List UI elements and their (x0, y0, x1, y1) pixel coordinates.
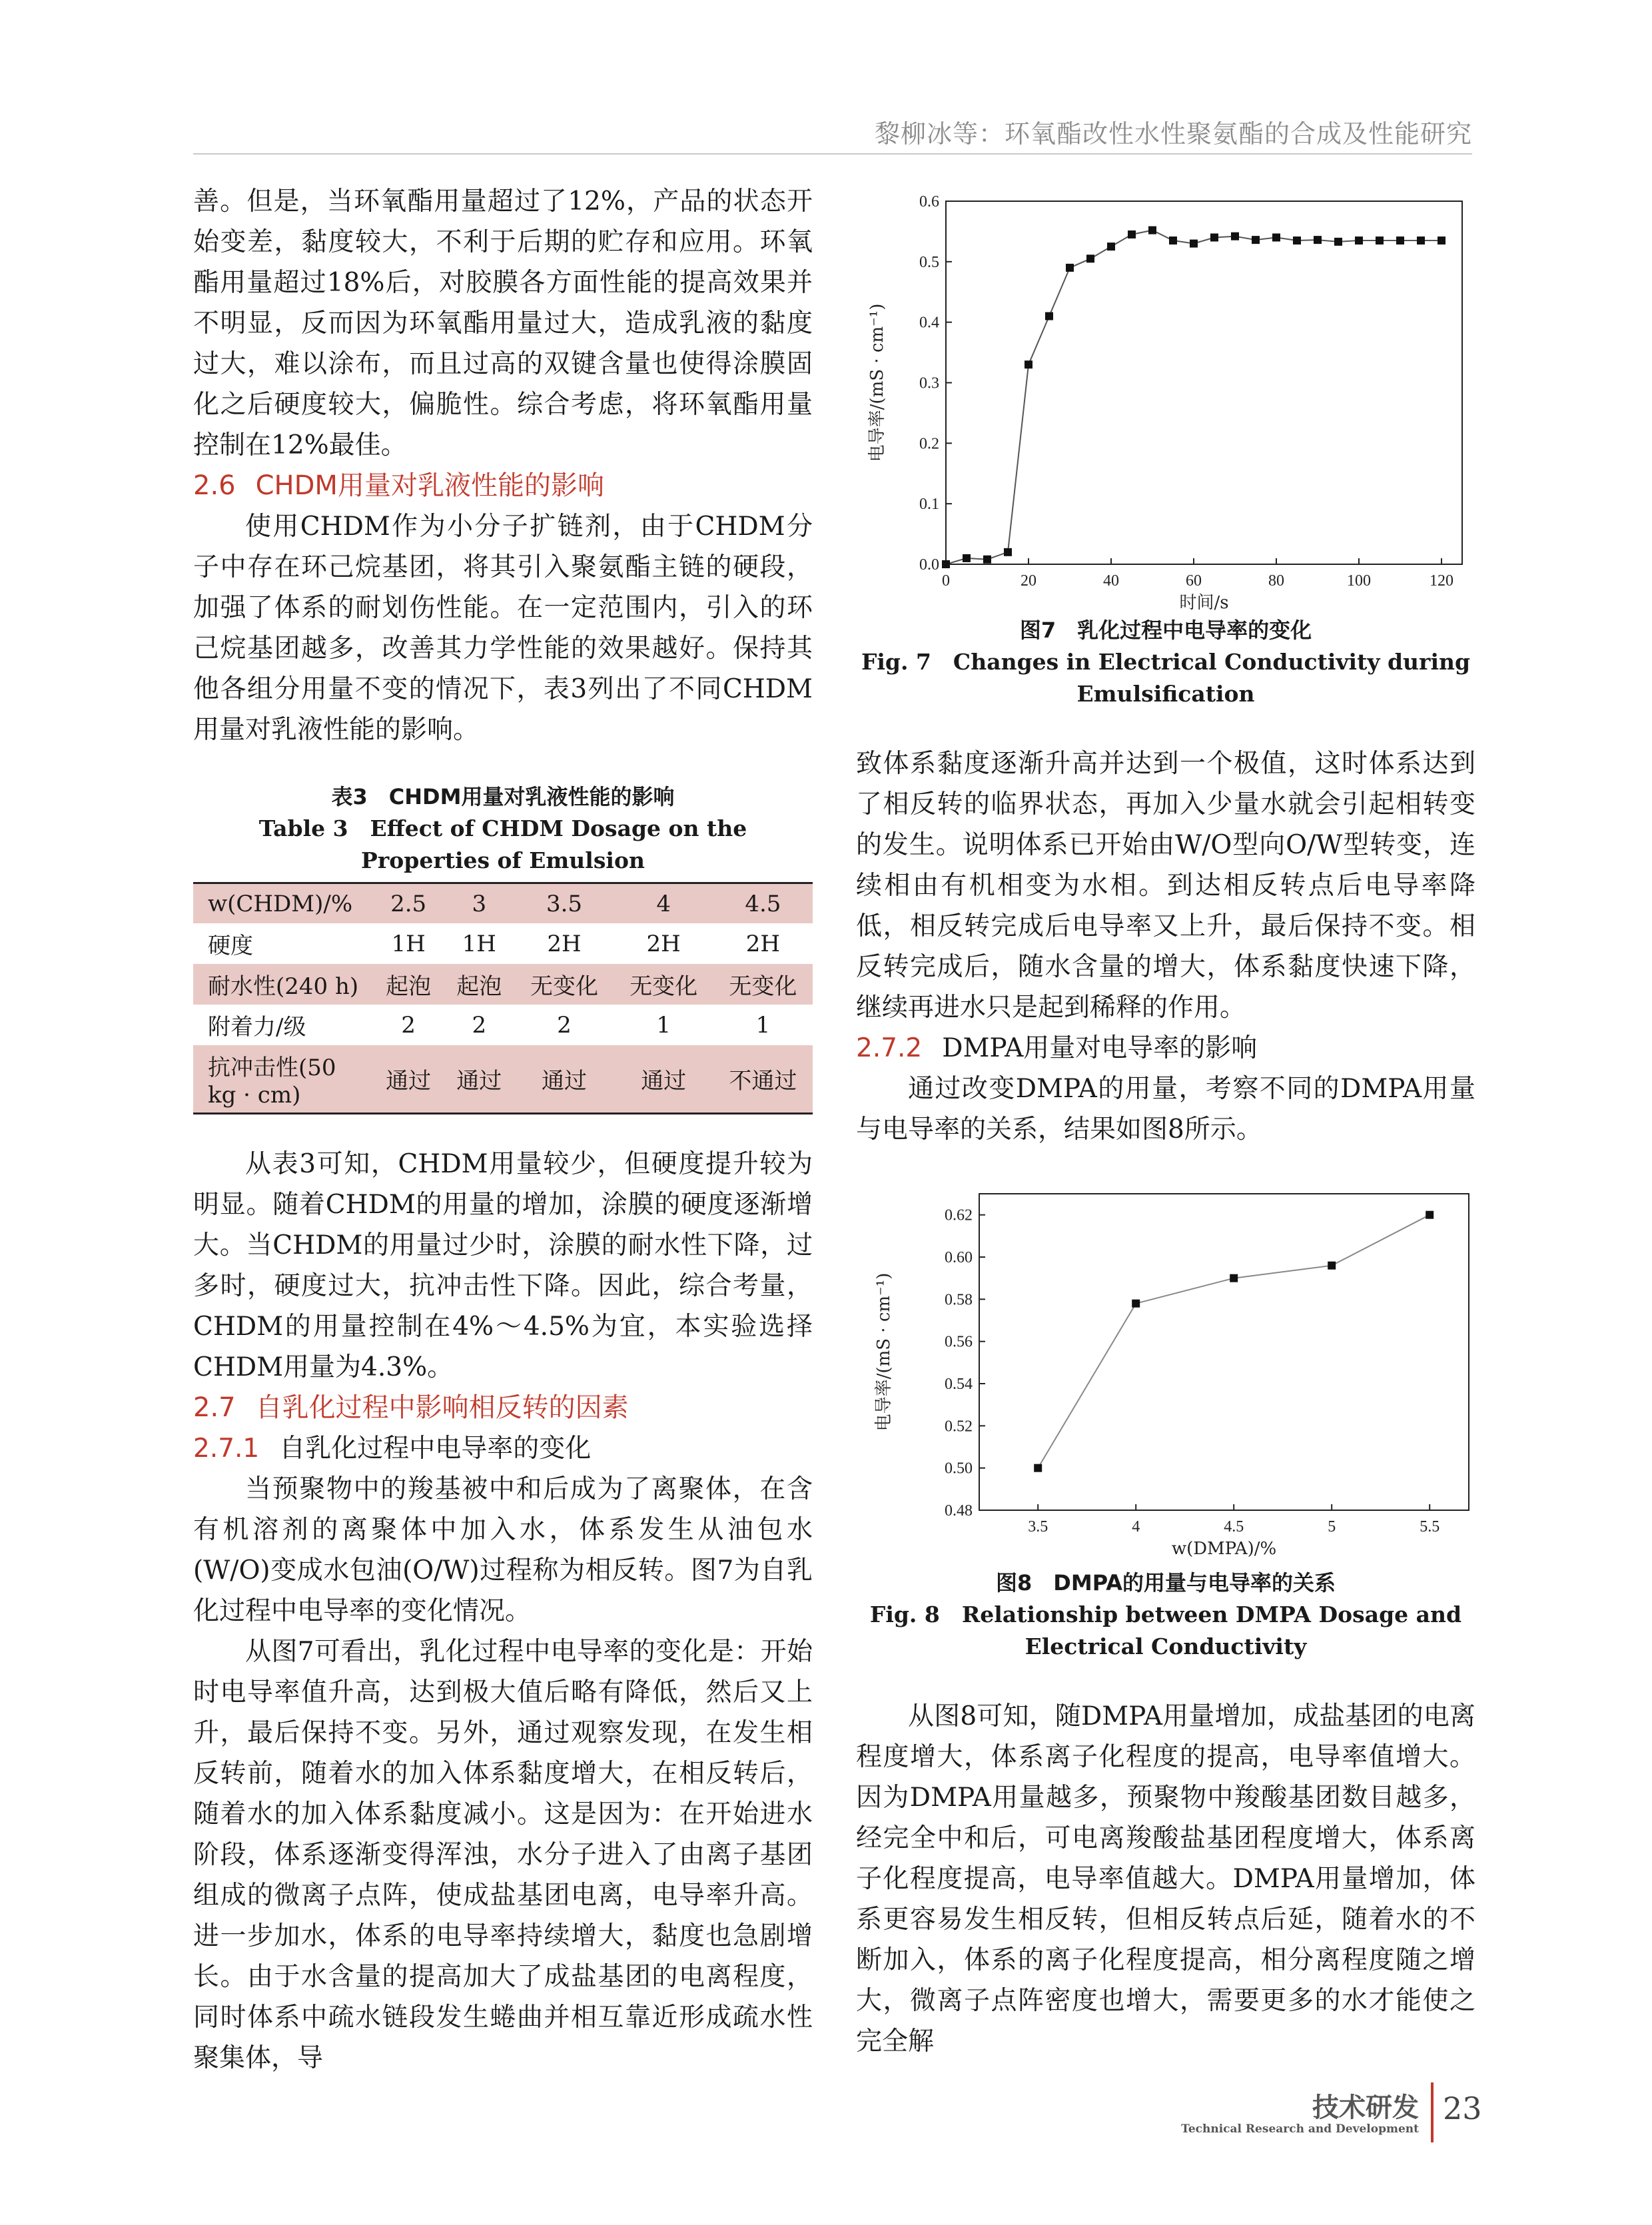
y-tick-label: 0.5 (919, 253, 939, 271)
table-cell: 附着力/级 (208, 1014, 306, 1041)
table-cell: 2.5 (373, 883, 444, 924)
table-cell: 无变化 (614, 964, 713, 1005)
table-cell: 起泡 (444, 964, 514, 1005)
table-cell: 硬度 (208, 933, 253, 959)
table-cell: 3.5 (514, 883, 614, 924)
section-title: 自乳化过程中电导率的变化 (279, 1434, 592, 1464)
y-tick-label: 0.6 (919, 193, 939, 211)
data-point (1417, 236, 1425, 244)
table-cell: 2H (646, 930, 681, 957)
x-axis-label: 时间/s (1179, 593, 1229, 613)
x-axis-label: w(DMPA)/% (1171, 1539, 1277, 1559)
paragraph-viscosity: 致体系黏度逐渐升高并达到一个极值，这时体系达到了相反转的临界状态，再加入少量水就会引起相转变的发生。说明体系已开始由W/O型向O/W型转变，连续相由有机相变为水相。到达相反转点后电导率降低，相反转完成后电导率又上升，最后保持不变。相反转完成后，随水含量的增大，体系黏度快速下降，继续再进水只是起到稀释的作用。 (856, 749, 1475, 1023)
x-tick-label: 4.5 (1224, 1518, 1244, 1536)
y-tick-label: 0.58 (945, 1291, 973, 1309)
x-tick-label: 3.5 (1028, 1518, 1048, 1536)
y-tick-label: 0.2 (919, 435, 939, 453)
table-cell: 2H (745, 930, 781, 957)
figure8-caption-cn: 图8 DMPA的用量与电导率的关系 (996, 1570, 1336, 1595)
data-point (1230, 1274, 1238, 1282)
page-number: 23 (1443, 2090, 1482, 2126)
data-point (1396, 236, 1404, 244)
table-row (193, 923, 813, 964)
table-cell: 不通过 (713, 1045, 813, 1114)
footer-section-title: 技术研发 (1312, 2092, 1419, 2123)
figure7-caption-en: Fig. 7 Changes in Electrical Conductivity during Emulsification (861, 649, 1471, 707)
data-point (1148, 226, 1156, 234)
data-point (1314, 236, 1322, 244)
data-point (1190, 240, 1198, 248)
left-column (193, 181, 813, 2078)
table-cell: 4.5 (713, 883, 813, 924)
table-cell: 耐水性(240 h) (193, 964, 373, 1005)
y-tick-label: 0.48 (945, 1502, 973, 1520)
y-tick-label: 0.0 (919, 556, 939, 574)
table-cell: 1H (462, 930, 496, 957)
data-point (983, 556, 991, 564)
data-point (1293, 236, 1301, 244)
paragraph-epoxy-conclusion: 善。但是，当环氧酯用量超过了12%，产品的状态开始变差，黏度较大，不利于后期的贮存和应用。环氧酯用量超过18%后，对胶膜各方面性能的提高效果并不明显，反而因为环氧酯用量过大，造成乳液的黏度过大，难以涂布，而且过高的双键含量也使得涂膜固化之后硬度较大，偏脆性。综合考虑，将环氧酯用量控制在12%最佳。 (193, 187, 813, 460)
data-point (1086, 254, 1094, 262)
data-point (1066, 264, 1074, 272)
paragraph-fig8-discussion: 从图8可知，随DMPA用量增加，成盐基团的电离程度增大，体系离子化程度的提高，电导率值增大。因为DMPA用量越多，预聚物中羧酸基团数目越多，经完全中和后，可电离羧酸盐基团程度增大，体系离子化程度提高，电导率值越大。DMPA用量增加，体系更容易发生相反转，但相反转点后延，随着水的不断加入，体系的离子化程度提高，相分离程度随之增大，微离子点阵密度也增大，需要更多的水才能使之完全解 (856, 1701, 1475, 2056)
x-tick-label: 60 (1186, 572, 1202, 590)
table-cell: 2H (547, 930, 582, 957)
table-cell: 1 (755, 1011, 771, 1039)
x-tick-label: 40 (1103, 572, 1119, 590)
table3-caption-cn: 表3 CHDM用量对乳液性能的影响 (331, 784, 675, 809)
table-cell: 2 (401, 1011, 416, 1039)
data-point (1328, 1262, 1336, 1270)
section-2-7-1-heading (193, 1428, 813, 1469)
y-axis-label: 电导率/(mS · cm⁻¹) (867, 303, 887, 462)
data-point (1355, 236, 1363, 244)
table-cell: 通过 (373, 1045, 444, 1114)
section-title: DMPA用量对电导率的影响 (942, 1033, 1258, 1063)
table-cell: 通过 (614, 1045, 713, 1114)
footer-divider (1431, 2082, 1434, 2142)
table-cell: 1H (391, 930, 426, 957)
section-number: 2.7.2 (856, 1033, 923, 1063)
table-cell: 抗冲击性(50 kg · cm) (193, 1045, 373, 1114)
y-tick-label: 0.54 (945, 1376, 973, 1393)
plot-frame (979, 1194, 1469, 1510)
plot-frame (946, 201, 1462, 564)
x-tick-label: 0 (942, 572, 950, 590)
section-2-7-2-heading (856, 1028, 1475, 1069)
table-cell: 3 (444, 883, 514, 924)
section-number: 2.6 (193, 470, 236, 501)
table-cell: w(CHDM)/% (193, 883, 373, 924)
table-cell: 1 (656, 1011, 671, 1039)
data-point (1426, 1211, 1434, 1219)
data-point (1132, 1300, 1140, 1308)
data-point (1107, 242, 1115, 250)
x-tick-label: 100 (1347, 572, 1371, 590)
y-tick-label: 0.52 (945, 1418, 973, 1436)
y-tick-label: 0.4 (919, 314, 939, 332)
series-line (1038, 1215, 1430, 1468)
data-point (1034, 1464, 1042, 1472)
table3-caption-en: Table 3 Effect of CHDM Dosage on the Properties of Emulsion (258, 815, 747, 873)
data-point (1169, 236, 1177, 244)
x-tick-label: 120 (1430, 572, 1453, 590)
series-line (946, 230, 1442, 564)
section-title: CHDM用量对乳液性能的影响 (255, 470, 604, 501)
table-cell: 4 (614, 883, 713, 924)
y-tick-label: 0.1 (919, 496, 939, 514)
page-header (193, 113, 1472, 155)
data-point (1376, 236, 1384, 244)
table-cell: 无变化 (514, 964, 614, 1005)
y-tick-label: 0.50 (945, 1460, 973, 1478)
y-tick-label: 0.60 (945, 1249, 973, 1266)
y-tick-label: 0.56 (945, 1333, 973, 1351)
section-2-7-heading (193, 1388, 813, 1428)
data-point (1045, 312, 1053, 320)
footer-section-title-en: Technical Research and Development (1181, 2122, 1419, 2136)
paragraph-chdm-intro: 使用CHDM作为小分子扩链剂，由于CHDM分子中存在环己烷基团，将其引入聚氨酯主链的硬段，加强了体系的耐划伤性能。在一定范围内，引入的环己烷基团越多，改善其力学性能的效果越好。保持其他各组分用量不变的情况下，表3列出了不同CHDM用量对乳液性能的影响。 (193, 512, 813, 745)
x-tick-label: 80 (1268, 572, 1284, 590)
data-point (1004, 548, 1012, 556)
figure-8-chart (856, 1174, 1475, 1567)
figure-7 (856, 181, 1475, 614)
table-row (193, 964, 813, 1005)
figure-8 (856, 1174, 1475, 1567)
section-number: 2.7 (193, 1392, 236, 1423)
section-title: 自乳化过程中影响相反转的因素 (255, 1392, 629, 1423)
data-point (963, 554, 971, 562)
section-number: 2.7.1 (193, 1434, 260, 1464)
table-cell: 无变化 (713, 964, 813, 1005)
table-row (193, 883, 813, 924)
running-title: 黎柳冰等：环氧酯改性水性聚氨酯的合成及性能研究 (874, 119, 1472, 149)
table-cell: 通过 (444, 1045, 514, 1114)
paragraph-dmpa-intro: 通过改变DMPA的用量，考察不同的DMPA用量与电导率的关系，结果如图8所示。 (856, 1074, 1475, 1144)
table-cell: 2 (472, 1011, 487, 1039)
data-point (1252, 236, 1260, 244)
paragraph-fig7-discussion: 从图7可看出，乳化过程中电导率的变化是：开始时电导率值升高，达到极大值后略有降低，然后又上升，最后保持不变。另外，通过观察发现，在发生相反转前，随着水的加入体系黏度增大，在相反转后，随着水的加入体系黏度减小。这是因为：在开始进水阶段，体系逐渐变得浑浊，水分子进入了由离子基团组成的微离子点阵，使成盐基团电离，电导率升高。进一步加水，体系的电导率持续增大，黏度也急剧增长。由于水含量的提高加大了成盐基团的电离程度，同时体系中疏水链段发生蜷曲并相互靠近形成疏水性聚集体，导 (193, 1637, 813, 2073)
data-point (1438, 236, 1446, 244)
y-tick-label: 0.3 (919, 374, 939, 392)
x-tick-label: 5.5 (1420, 1518, 1440, 1536)
table-row (193, 1005, 813, 1045)
x-tick-label: 5 (1328, 1518, 1336, 1536)
x-tick-label: 4 (1132, 1518, 1140, 1536)
table-cell: 通过 (514, 1045, 614, 1114)
data-point (942, 560, 950, 568)
paragraph-phase-inversion: 当预聚物中的羧基被中和后成为了离聚体，在含有机溶剂的离聚体中加入水，体系发生从油包水(W/O)变成水包油(O/W)过程称为相反转。图7为自乳化过程中电导率的变化情况。 (193, 1474, 813, 1626)
table-cell: 2 (557, 1011, 572, 1039)
data-point (1210, 234, 1218, 242)
x-tick-label: 20 (1021, 572, 1036, 590)
paragraph-table3-discussion: 从表3可知，CHDM用量较少，但硬度提升较为明显。随着CHDM的用量的增加，涂膜的硬度逐渐增大。当CHDM的用量过少时，涂膜的耐水性下降，过多时，硬度过大，抗冲击性下降。因此，综合考量，CHDM的用量控制在4%～4.5%为宜，本实验选择CHDM用量为4.3%。 (193, 1149, 813, 1382)
data-point (1128, 230, 1136, 238)
y-axis-label: 电导率/(mS · cm⁻¹) (874, 1272, 894, 1432)
figure7-caption-cn: 图7 乳化过程中电导率的变化 (1019, 618, 1312, 643)
table-cell: 起泡 (373, 964, 444, 1005)
figure8-caption-en: Fig. 8 Relationship between DMPA Dosage and Electrical Conductivity (869, 1601, 1462, 1659)
figure-7-chart (856, 181, 1475, 614)
y-tick-label: 0.62 (945, 1206, 973, 1224)
data-point (1334, 238, 1342, 246)
data-point (1025, 360, 1032, 368)
right-column (856, 181, 1475, 2062)
table-row (193, 1045, 813, 1114)
section-2-6-heading (193, 466, 813, 506)
table-3 (193, 882, 813, 1114)
data-point (1272, 234, 1280, 242)
data-point (1231, 232, 1239, 240)
